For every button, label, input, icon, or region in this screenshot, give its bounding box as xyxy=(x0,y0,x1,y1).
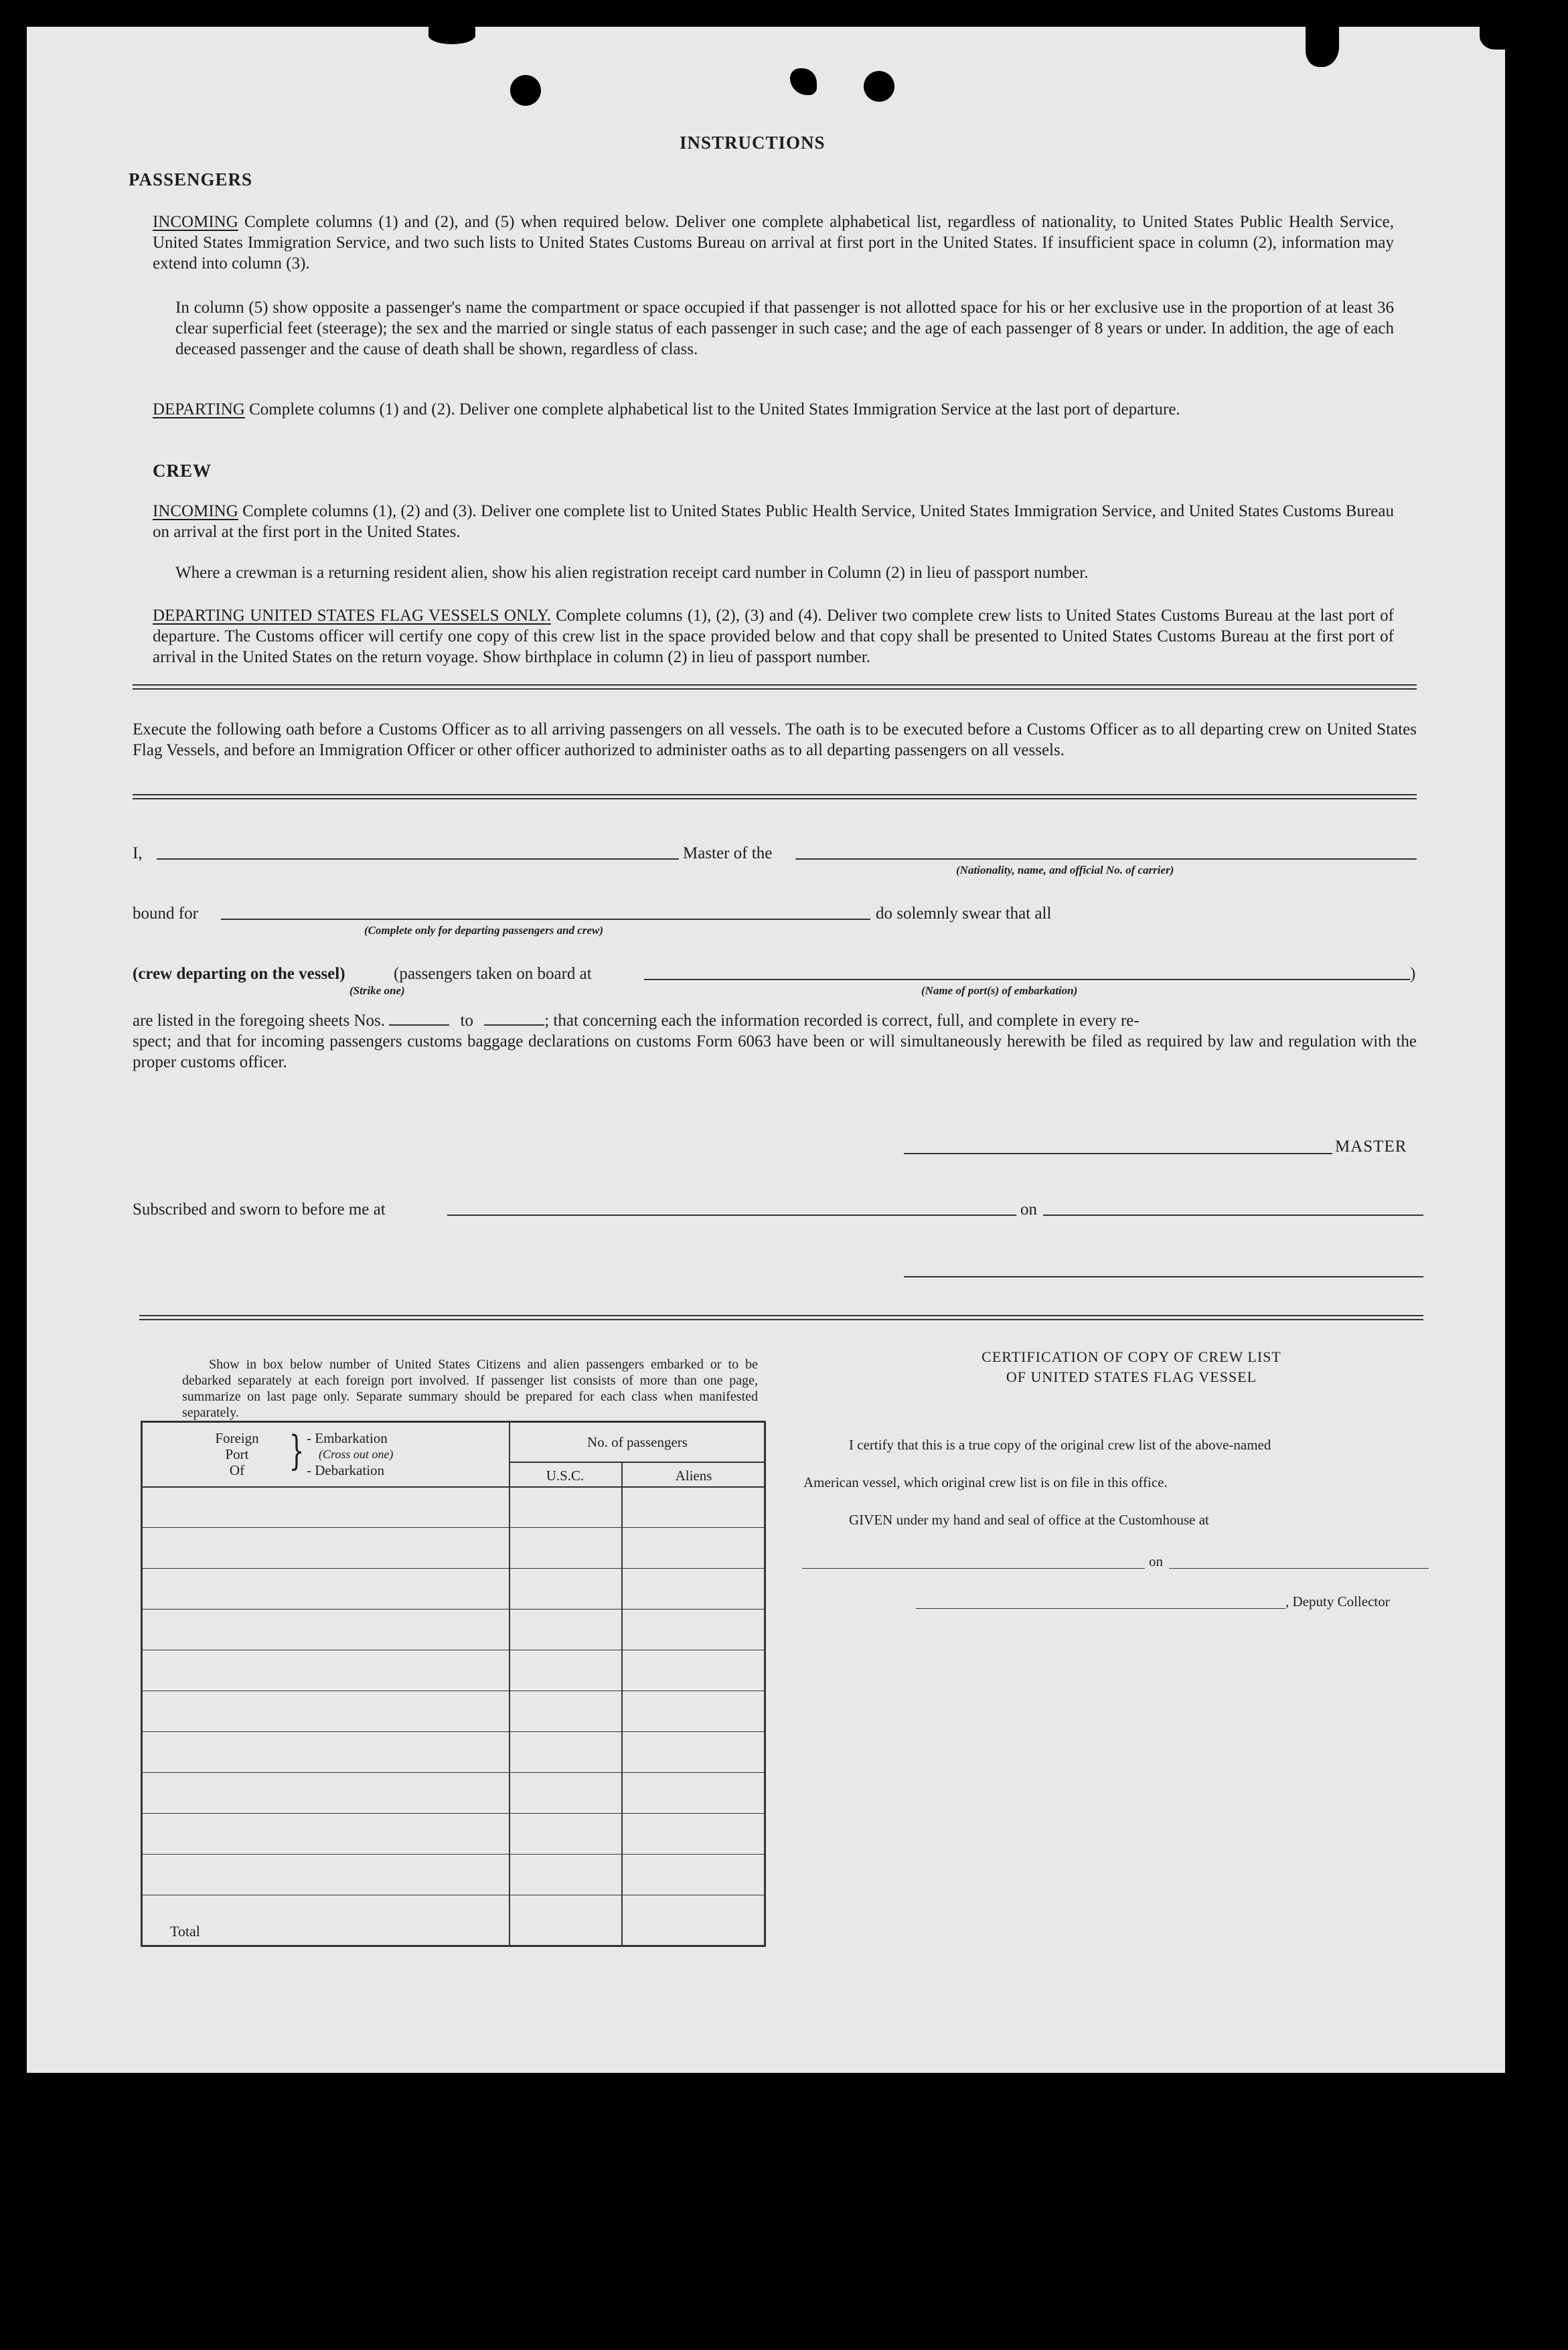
listed-text-1: are listed in the foregoing sheets Nos. xyxy=(133,1012,385,1030)
subscribed-on-label: on xyxy=(1020,1200,1037,1219)
certification-heading xyxy=(884,1347,1379,1387)
embark-debark-header xyxy=(307,1430,393,1478)
brace-icon: } xyxy=(289,1427,305,1474)
sheet-to-field[interactable] xyxy=(484,1012,544,1026)
double-rule xyxy=(139,1315,1423,1316)
departing-text: Complete columns (1) and (2). Deliver one complete alphabetical list to the United States Immigration Service at the last port of departure. xyxy=(249,400,1180,418)
departing-flag-text: Complete columns (1), (2), (3) and (4). Deliver two complete crew lists to United States Customs Bureau at the last port of departure. The Customs officer will certify one copy of this crew list in the space provided below and that copy shall be presented to United States Customs Bureau at the first port of arrival in the United States on the return voyage. Show birthplace in column (2) in lieu of passport number. xyxy=(153,607,1394,666)
torn-edge-mark xyxy=(428,27,475,44)
total-label: Total xyxy=(170,1923,200,1940)
certify-line-1: I certify that this is a true copy of the original crew list of the above-named xyxy=(849,1437,1271,1453)
table-divider xyxy=(509,1462,766,1463)
foreign-port-of-header xyxy=(197,1430,277,1478)
torn-edge-mark xyxy=(790,68,817,95)
certification-heading-2: OF UNITED STATES FLAG VESSEL xyxy=(1006,1368,1257,1385)
departing-flag-label: DEPARTING UNITED STATES FLAG VESSELS ONLY. xyxy=(153,607,551,625)
departing-flag-paragraph xyxy=(153,605,1394,668)
table-row-line xyxy=(141,1568,766,1569)
certification-date-field[interactable] xyxy=(1169,1568,1429,1569)
foreign-label: Foreign xyxy=(215,1430,259,1446)
passenger-summary-box xyxy=(141,1421,766,1947)
passengers-incoming-paragraph xyxy=(153,212,1394,274)
crew-departing-option[interactable]: (crew departing on the vessel) xyxy=(133,965,345,983)
embarkation-label: - Embarkation xyxy=(307,1430,388,1446)
summary-note: Show in box below number of United States Citizens and alien passengers embarked or to be debarked separately at each foreign port involved. If passenger list consists of more than one page, summarize on last page only. Separate summary should be prepared for each class when manifested separately. xyxy=(182,1357,758,1420)
departing-label: DEPARTING xyxy=(153,400,245,418)
deputy-collector-label: , Deputy Collector xyxy=(1285,1593,1390,1610)
double-rule xyxy=(139,1319,1423,1320)
strike-one-caption: (Strike one) xyxy=(349,984,405,997)
punch-hole-right xyxy=(864,71,894,102)
torn-edge-mark xyxy=(1480,27,1505,50)
master-label: MASTER xyxy=(1335,1138,1407,1156)
certification-heading-1: CERTIFICATION OF COPY OF CREW LIST xyxy=(982,1348,1281,1365)
listed-line-1 xyxy=(133,1011,1417,1031)
crew-incoming-text: Complete columns (1), (2) and (3). Deliver one complete list to United States Public Health Service, United States Immigration Service, and United States Customs Bureau on arrival at the first port in the United States. xyxy=(153,502,1394,541)
master-of-the-label: Master of the xyxy=(683,844,773,862)
instructions-title: INSTRUCTIONS xyxy=(680,133,826,153)
table-row-line xyxy=(141,1854,766,1855)
crew-incoming-label: INCOMING xyxy=(153,502,238,520)
passengers-heading: PASSENGERS xyxy=(129,169,253,189)
usc-header: U.S.C. xyxy=(546,1468,584,1484)
double-rule xyxy=(133,798,1417,799)
table-row-line xyxy=(141,1731,766,1732)
master-signature-field[interactable] xyxy=(904,1153,1332,1154)
column5-paragraph: In column (5) show opposite a passenger's name the compartment or space occupied if that passenger is not allotted space for his or her exclusive use in the proportion of at least 36 clear superficial feet (steerage); the sex and the married or single status of each passenger in such case; and the age of each passenger of 8 years or under. In addition, the age of each deceased passenger and the cause of death shall be shown, regardless of class. xyxy=(175,299,1394,358)
passengers-departing-paragraph xyxy=(153,399,1394,420)
given-line: GIVEN under my hand and seal of office at the Customhouse at xyxy=(849,1512,1209,1528)
table-divider xyxy=(509,1421,510,1947)
bound-for-field[interactable] xyxy=(221,919,870,920)
form-page xyxy=(27,27,1505,2073)
table-row-line xyxy=(141,1813,766,1814)
carrier-field[interactable] xyxy=(795,858,1417,860)
sheet-from-field[interactable] xyxy=(389,1012,449,1026)
double-rule xyxy=(133,794,1417,795)
debarkation-label: - Debarkation xyxy=(307,1462,385,1478)
subscribed-label: Subscribed and sworn to before me at xyxy=(133,1200,386,1219)
oath-execute-paragraph: Execute the following oath before a Customs Officer as to all arriving passengers on all vessels. The oath is to be executed before a Customs Officer as to all departing crew on United States Flag Vessels, and before an Immigration Officer or other officer authorized to administer oaths as to all departing passengers on all vessels. xyxy=(133,720,1417,759)
master-name-field[interactable] xyxy=(157,858,679,860)
listed-text-3: spect; and that for incoming passengers customs baggage declarations on customs Form 6063 have been or will simultaneously herewith be filed as required by law and regulation with the proper customs officer. xyxy=(133,1032,1417,1071)
solemnly-label: do solemnly swear that all xyxy=(876,905,1052,923)
name-of-ports-caption: (Name of port(s) of embarkation) xyxy=(921,984,1078,997)
table-divider xyxy=(141,1486,766,1488)
close-paren: ) xyxy=(1410,965,1416,983)
subscribed-place-field[interactable] xyxy=(447,1215,1016,1216)
bound-for-label: bound for xyxy=(133,905,198,923)
table-row-line xyxy=(141,1527,766,1528)
i-label: I, xyxy=(133,844,143,862)
embarkation-port-field[interactable] xyxy=(644,979,1410,980)
table-row-line xyxy=(141,1772,766,1773)
certify-line-2: American vessel, which original crew list is on file in this office. xyxy=(803,1474,1168,1490)
double-rule xyxy=(133,688,1417,690)
double-rule xyxy=(133,684,1417,686)
no-of-passengers-header: No. of passengers xyxy=(587,1434,688,1450)
incoming-label: INCOMING xyxy=(153,213,238,231)
port-label: Port xyxy=(225,1446,249,1462)
to-label: to xyxy=(460,1012,473,1030)
certification-on-label: on xyxy=(1149,1553,1163,1569)
aliens-header: Aliens xyxy=(675,1468,712,1484)
cross-out-label: (Cross out one) xyxy=(319,1447,394,1461)
of-label: Of xyxy=(229,1462,245,1478)
passengers-taken-option[interactable]: (passengers taken on board at xyxy=(394,965,592,983)
punch-hole-left xyxy=(510,75,541,106)
crew-incoming-paragraph xyxy=(153,501,1394,542)
listed-text-2: ; that concerning each the information recorded is correct, full, and complete in every re- xyxy=(544,1012,1140,1030)
table-divider xyxy=(621,1462,623,1947)
crewman-paragraph: Where a crewman is a returning resident alien, show his alien registration receipt card number in Column (2) in lieu of passport number. xyxy=(175,564,1089,582)
crew-heading: CREW xyxy=(153,461,212,481)
complete-only-caption: (Complete only for departing passengers and crew) xyxy=(364,924,603,937)
torn-edge-mark xyxy=(1306,27,1339,67)
deputy-collector-signature-field[interactable] xyxy=(916,1608,1285,1609)
customhouse-field[interactable] xyxy=(802,1568,1145,1569)
incoming-text: Complete columns (1) and (2), and (5) when required below. Deliver one complete alphabetical list, regardless of nationality, to United States Public Health Service, United States Immigration Service, and two such lists to United States Customs Bureau on arrival at first port in the United States. If insufficient space in column (2), information may extend into column (3). xyxy=(153,213,1395,272)
officer-signature-field[interactable] xyxy=(904,1276,1423,1277)
nationality-caption: (Nationality, name, and official No. of carrier) xyxy=(956,864,1174,876)
table-row-line xyxy=(141,1609,766,1610)
subscribed-date-field[interactable] xyxy=(1043,1215,1423,1216)
